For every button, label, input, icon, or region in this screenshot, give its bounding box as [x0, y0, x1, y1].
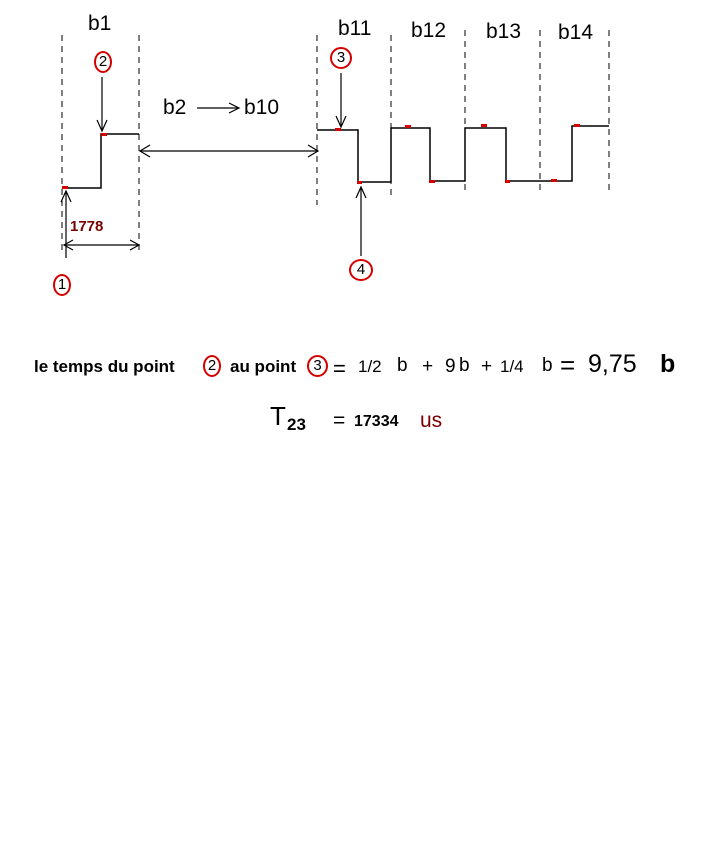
formula-prefix: le temps du point — [34, 357, 175, 376]
point-2-marker: 2 — [94, 51, 112, 73]
formula-term-1: 1/2 — [358, 357, 382, 376]
marker — [429, 180, 435, 183]
sample-markers — [62, 124, 580, 189]
formula-plus-2: + — [481, 356, 493, 377]
result-symbol: T — [270, 401, 286, 431]
result-value: 17334 — [354, 413, 399, 430]
formula-plus-1: + — [422, 356, 434, 377]
result-equals: = — [333, 409, 346, 432]
label-b2: b2 — [163, 96, 187, 119]
formula-term-3: 1/4 — [500, 357, 524, 376]
label-b12: b12 — [411, 19, 447, 42]
label-b1: b1 — [88, 12, 112, 35]
result-subscript: 23 — [287, 415, 306, 434]
label-b13: b13 — [486, 20, 522, 43]
marker — [357, 181, 362, 184]
formula-equals-2: = — [560, 350, 576, 380]
formula-b-result: b — [660, 350, 676, 378]
signal-waveform — [62, 126, 609, 188]
marker — [574, 124, 580, 127]
formula-equals-1: = — [333, 356, 346, 381]
marker — [551, 179, 557, 182]
marker — [481, 124, 487, 127]
waveform-b1 — [62, 134, 139, 188]
formula-term-2: 9 — [445, 356, 456, 377]
formula-result: 9,75 — [588, 350, 637, 378]
marker — [101, 133, 107, 136]
point-1-marker: 1 — [53, 274, 71, 296]
label-b14: b14 — [558, 21, 594, 44]
marker — [405, 125, 411, 128]
label-b11: b11 — [338, 17, 372, 40]
result-unit: us — [420, 409, 443, 432]
marker — [335, 128, 341, 131]
waveform-b11-b14 — [317, 126, 609, 182]
formula-b-2: b — [459, 355, 470, 376]
point-4-marker: 4 — [349, 259, 373, 281]
annotation-arrows — [61, 73, 366, 258]
marker — [505, 180, 510, 183]
formula-point-3: 3 — [307, 355, 328, 377]
formula-middle: au point — [230, 357, 297, 376]
formula-b-3: b — [542, 355, 553, 376]
marker — [62, 186, 68, 189]
point-3-marker: 3 — [330, 47, 352, 69]
formula-point-2: 2 — [203, 355, 221, 377]
formula-b-1: b — [397, 355, 408, 376]
label-b10: b10 — [244, 96, 280, 119]
width-value: 1778 — [70, 218, 104, 235]
